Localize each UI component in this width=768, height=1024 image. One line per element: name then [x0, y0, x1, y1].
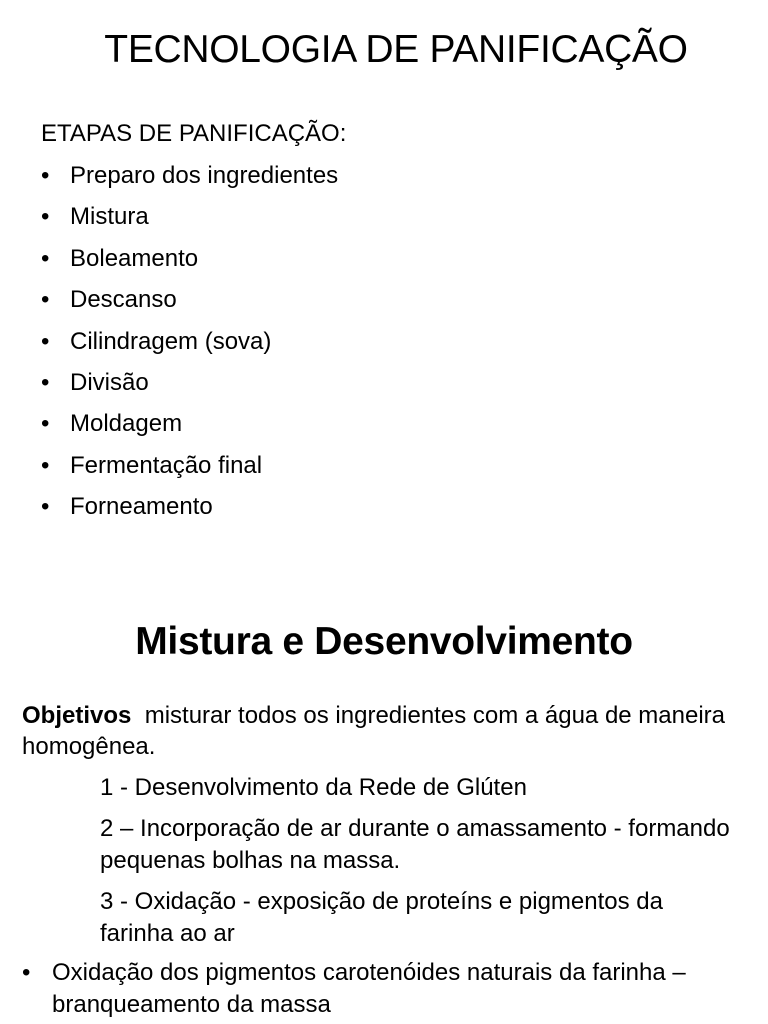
final-bullet-item — [22, 957, 742, 1021]
list-item — [41, 489, 338, 530]
list-item — [41, 448, 338, 489]
point-item: 3 - Oxidação - exposição de proteíns e pigmentos da farinha ao ar — [100, 888, 663, 947]
list-item — [41, 324, 338, 365]
list-item-text: Divisão — [70, 368, 149, 396]
steps-list — [41, 158, 338, 531]
bullet-icon: • — [41, 203, 50, 231]
slide-title: TECNOLOGIA DE PANIFICAÇÃO — [104, 28, 688, 71]
list-item-text: Mistura — [70, 203, 149, 231]
bullet-icon: • — [41, 162, 50, 189]
list-item — [41, 158, 338, 199]
bullet-icon: • — [41, 286, 50, 314]
bullet-icon: • — [41, 410, 50, 438]
point-item: 1 - Desenvolvimento da Rede de Glúten — [100, 774, 527, 801]
bullet-icon: • — [41, 451, 50, 479]
list-item — [41, 282, 338, 323]
list-item — [41, 365, 338, 406]
section-heading: ETAPAS DE PANIFICAÇÃO: — [41, 120, 347, 147]
list-item-text: Moldagem — [70, 410, 183, 438]
list-item-text: Preparo dos ingredientes — [70, 162, 339, 189]
objectives-text: misturar todos os ingredientes com a água de maneira homogênea. — [22, 702, 732, 760]
bullet-icon: • — [41, 327, 50, 355]
list-item-text: Forneamento — [70, 493, 213, 521]
slide-title: Mistura e Desenvolvimento — [135, 620, 633, 663]
list-item-text: Descanso — [70, 286, 177, 314]
list-item-text: Fermentação final — [70, 451, 263, 479]
slide-mistura — [0, 600, 768, 1024]
list-item — [41, 406, 338, 447]
bullet-icon: • — [41, 493, 50, 521]
point-item: 2 – Incorporação de ar durante o amassamento - formando pequenas bolhas na massa. — [100, 815, 730, 874]
bullet-icon: • — [22, 959, 31, 986]
list-item-text: Cilindragem (sova) — [70, 327, 272, 355]
final-bullet-text: Oxidação dos pigmentos carotenóides naturais da farinha – branqueamento da massa — [52, 959, 686, 1018]
objectives-paragraph — [22, 700, 742, 762]
list-item — [41, 199, 338, 240]
list-item-text: Boleamento — [70, 244, 199, 272]
list-item — [41, 241, 338, 282]
objectives-label: Objetivos — [22, 702, 132, 729]
bullet-icon: • — [41, 244, 50, 272]
bullet-icon: • — [41, 368, 50, 396]
